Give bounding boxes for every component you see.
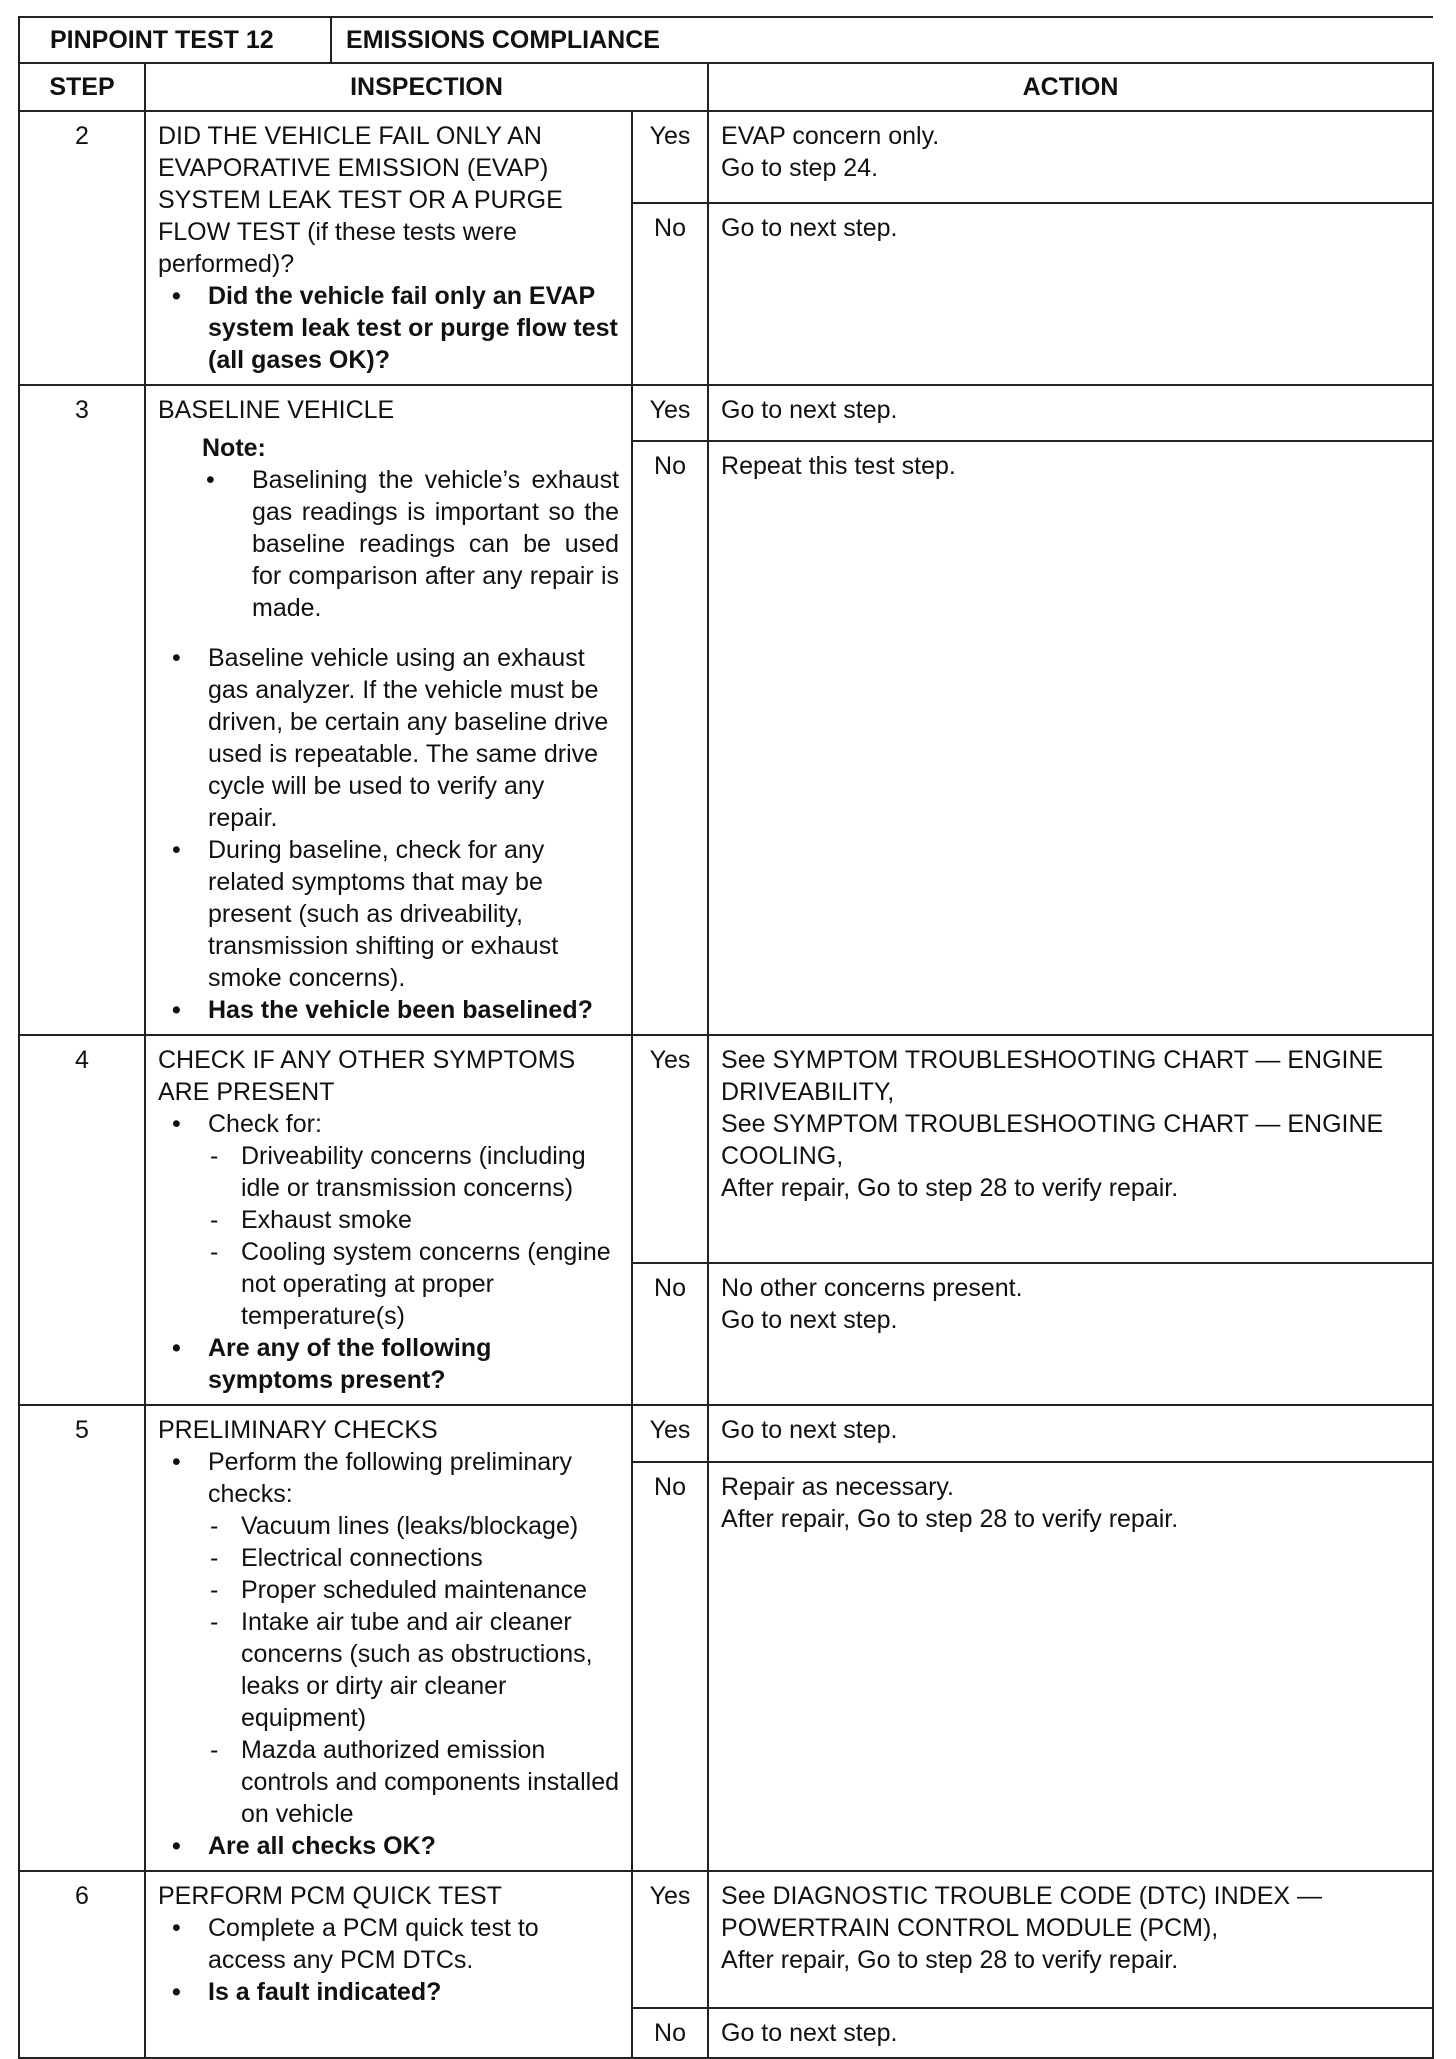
action-line: Repeat this test step.: [721, 452, 956, 481]
action-line: Repair as necessary.: [721, 1473, 954, 1502]
step-inspection: [145, 385, 632, 1035]
action-line: No other concerns present.: [721, 1274, 1023, 1303]
action-line: Go to next step.: [721, 2019, 898, 2047]
action-line: Go to next step.: [721, 1306, 898, 1335]
yes-action: [708, 385, 1433, 441]
step-number: 6: [19, 1871, 145, 2058]
check-label: • Check for:: [158, 1108, 619, 1140]
check-label: • Perform the following preliminary checks:: [158, 1446, 619, 1510]
step-number: 4: [19, 1035, 145, 1405]
step-title: DID THE VEHICLE FAIL ONLY AN EVAPORATIVE EMISSION (EVAP) SYSTEM LEAK TEST OR A PURGE FLOW TEST (if these tests were performed)?: [158, 122, 563, 278]
step-2-row-yes: [19, 111, 1433, 203]
step-inspection: [145, 1405, 632, 1871]
note-block: [158, 432, 619, 624]
no-label: No: [632, 2008, 708, 2058]
action-line: Go to next step.: [721, 1416, 898, 1444]
pinpoint-test-page: [18, 16, 1432, 2047]
yes-label: Yes: [632, 1035, 708, 1263]
action-line: Go to next step.: [721, 213, 898, 242]
note-label: Note:: [202, 434, 266, 462]
check-item: - Cooling system concerns (engine not operating at proper temperature(s): [158, 1236, 619, 1332]
step-question: • Is a fault indicated?: [158, 1976, 619, 2008]
step-inspection: [145, 1035, 632, 1405]
step-inspection: [145, 111, 632, 385]
no-label: No: [632, 203, 708, 385]
action-line: After repair, Go to step 28 to verify repair.: [721, 1946, 1179, 1974]
test-id: PINPOINT TEST 12: [19, 17, 331, 63]
check-item: - Intake air tube and air cleaner concerns (such as obstructions, leaks or dirty air cleaner equipment): [158, 1606, 619, 1734]
yes-label: Yes: [632, 385, 708, 441]
step-number: 5: [19, 1405, 145, 1871]
step-question: • Has the vehicle been baselined?: [158, 994, 619, 1026]
test-name: EMISSIONS COMPLIANCE: [331, 17, 1433, 63]
step-question: • Are any of the following symptoms present?: [158, 1332, 619, 1396]
action-line: After repair, Go to step 28 to verify repair.: [721, 1174, 1179, 1202]
step-title: CHECK IF ANY OTHER SYMPTOMS ARE PRESENT: [158, 1046, 576, 1106]
yes-action: [708, 1871, 1433, 2008]
no-label: No: [632, 441, 708, 1035]
step-bullet: • Complete a PCM quick test to access any PCM DTCs.: [158, 1912, 619, 1976]
step-bullet: • Baseline vehicle using an exhaust gas analyzer. If the vehicle must be driven, be certain any baseline drive used is repeatable. The same drive cycle will be used to verify any repair.: [158, 642, 619, 834]
test-header-row: [19, 17, 1433, 63]
no-action: [708, 1462, 1433, 1871]
step-5-row-yes: [19, 1405, 1433, 1462]
yes-label: Yes: [632, 111, 708, 203]
column-header-row: [19, 63, 1433, 111]
no-label: No: [632, 1263, 708, 1405]
yes-label: Yes: [632, 1405, 708, 1462]
step-question: • Did the vehicle fail only an EVAP system leak test or purge flow test (all gases OK)?: [158, 280, 619, 376]
step-4-row-yes: [19, 1035, 1433, 1263]
yes-label: Yes: [632, 1871, 708, 2008]
check-item: - Vacuum lines (leaks/blockage): [158, 1510, 619, 1542]
action-line: After repair, Go to step 28 to verify repair.: [721, 1505, 1179, 1534]
step-title: BASELINE VEHICLE: [158, 396, 395, 424]
column-inspection: INSPECTION: [145, 63, 708, 111]
no-action: [708, 441, 1433, 1035]
no-label: No: [632, 1462, 708, 1871]
step-inspection: [145, 1871, 632, 2058]
step-bullet: • During baseline, check for any related symptoms that may be present (such as driveability, transmission shifting or exhaust smoke concerns).: [158, 834, 619, 994]
check-item: - Electrical connections: [158, 1542, 619, 1574]
action-line: EVAP concern only.: [721, 122, 940, 150]
no-action: [708, 1263, 1433, 1405]
check-item: - Driveability concerns (including idle or transmission concerns): [158, 1140, 619, 1204]
check-item: - Exhaust smoke: [158, 1204, 619, 1236]
action-line: Go to step 24.: [721, 154, 879, 182]
action-line: See SYMPTOM TROUBLESHOOTING CHART — ENGINE DRIVEABILITY,: [721, 1046, 1384, 1106]
step-number: 2: [19, 111, 145, 385]
step-title: PRELIMINARY CHECKS: [158, 1416, 438, 1444]
action-line: Go to next step.: [721, 396, 898, 424]
no-action: [708, 2008, 1433, 2058]
action-line: See DIAGNOSTIC TROUBLE CODE (DTC) INDEX — POWERTRAIN CONTROL MODULE (PCM),: [721, 1882, 1323, 1942]
step-question: • Are all checks OK?: [158, 1830, 619, 1862]
column-action: ACTION: [708, 63, 1433, 111]
step-number: 3: [19, 385, 145, 1035]
note-text: • Baselining the vehicle’s exhaust gas readings is important so the baseline readings can be used for comparison after any repair is made.: [202, 464, 619, 624]
no-action: [708, 203, 1433, 385]
yes-action: [708, 1405, 1433, 1462]
action-line: See SYMPTOM TROUBLESHOOTING CHART — ENGINE COOLING,: [721, 1110, 1384, 1170]
yes-action: [708, 111, 1433, 203]
column-step: STEP: [19, 63, 145, 111]
step-6-row-yes: [19, 1871, 1433, 2008]
pinpoint-test-table: [18, 16, 1434, 2059]
step-3-row-yes: [19, 385, 1433, 441]
check-item: - Proper scheduled maintenance: [158, 1574, 619, 1606]
check-item: - Mazda authorized emission controls and components installed on vehicle: [158, 1734, 619, 1830]
step-title: PERFORM PCM QUICK TEST: [158, 1882, 503, 1910]
yes-action: [708, 1035, 1433, 1263]
